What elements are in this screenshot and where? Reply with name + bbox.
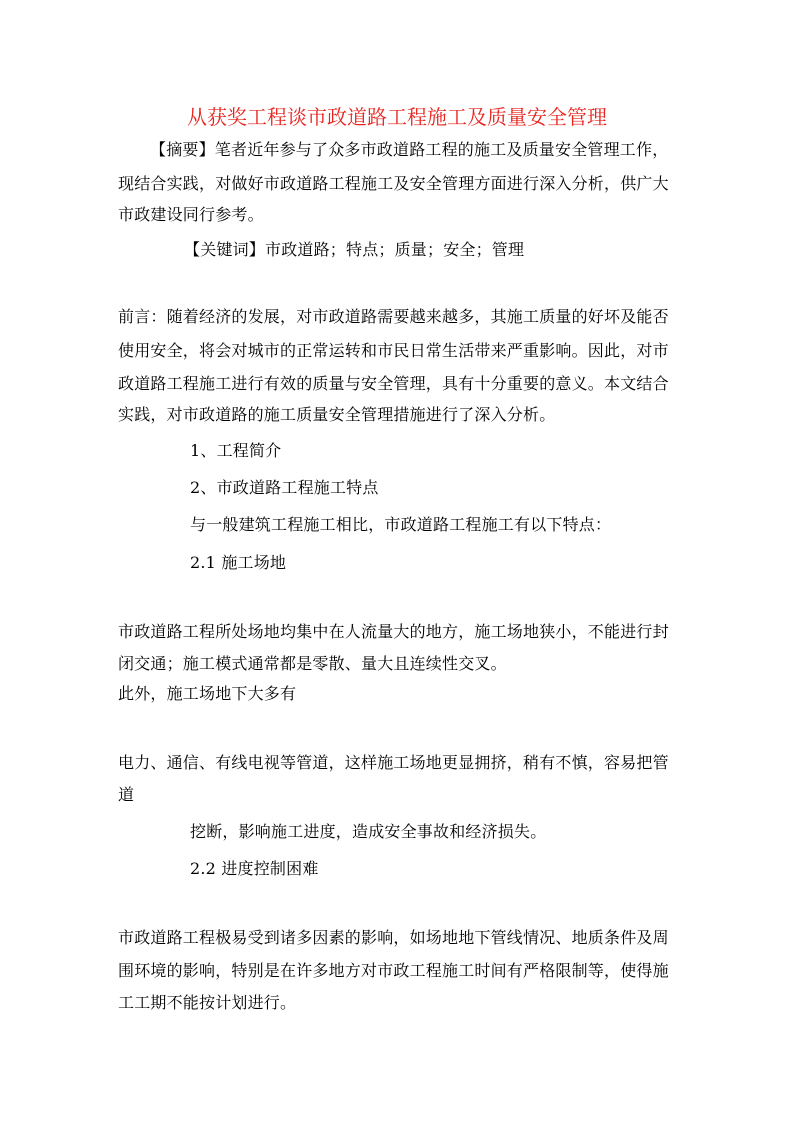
- site-paragraph-line-1: 市政道路工程所处场地均集中在人流量大的地方，施工场地狭小，不能进行封: [118, 622, 669, 641]
- document-title: 从获奖工程谈市政道路工程施工及质量安全管理: [187, 105, 607, 129]
- schedule-paragraph-line-2: 围环境的影响，特别是在许多地方对市政工程施工时间有严格限制等，使得施: [118, 961, 669, 980]
- section-2-intro: 与一般建筑工程施工相比，市政道路工程施工有以下特点：: [190, 515, 612, 534]
- site-paragraph-line-3: 此外，施工场地下大多有: [118, 684, 297, 703]
- pipes-paragraph-line-2: 道: [118, 785, 135, 804]
- site-paragraph-line-2: 闭交通；施工模式通常都是零散、量大且连续性交叉。: [118, 654, 507, 673]
- schedule-paragraph-line-1: 市政道路工程极易受到诸多因素的影响，如场地地下管线情况、地质条件及周: [118, 928, 669, 947]
- preface-line-4: 实践，对市政道路的施工质量安全管理措施进行了深入分析。: [118, 405, 556, 424]
- section-heading-1: 1、工程简介: [190, 441, 282, 460]
- section-heading-2: 2、市政道路工程施工特点: [190, 478, 379, 497]
- abstract-line-3: 市政建设同行参考。: [118, 205, 264, 224]
- abstract-line-2: 现结合实践，对做好市政道路工程施工及安全管理方面进行深入分析，供广大: [118, 174, 669, 193]
- section-heading-2-1: 2.1 施工场地: [190, 553, 287, 572]
- pipes-paragraph-line-1: 电力、通信、有线电视等管道，这样施工场地更显拥挤，稍有不慎，容易把管: [118, 753, 669, 772]
- preface-line-2: 使用安全，将会对城市的正常运转和市民日常生活带来严重影响。因此，对市: [118, 341, 669, 360]
- pipes-paragraph-line-3: 挖断，影响施工进度，造成安全事故和经济损失。: [190, 822, 547, 841]
- preface-line-1: 前言：随着经济的发展，对市政道路需要越来越多，其施工质量的好坏及能否: [118, 307, 669, 326]
- schedule-paragraph-line-3: 工工期不能按计划进行。: [118, 993, 297, 1012]
- abstract-line-1: 【摘要】笔者近年参与了众多市政道路工程的施工及质量安全管理工作，: [150, 140, 669, 159]
- preface-line-3: 政道路工程施工进行有效的质量与安全管理，具有十分重要的意义。本文结合: [118, 374, 669, 393]
- keywords: 【关键词】市政道路；特点；质量；安全；管理: [184, 240, 525, 259]
- section-heading-2-2: 2.2 进度控制困难: [190, 859, 319, 878]
